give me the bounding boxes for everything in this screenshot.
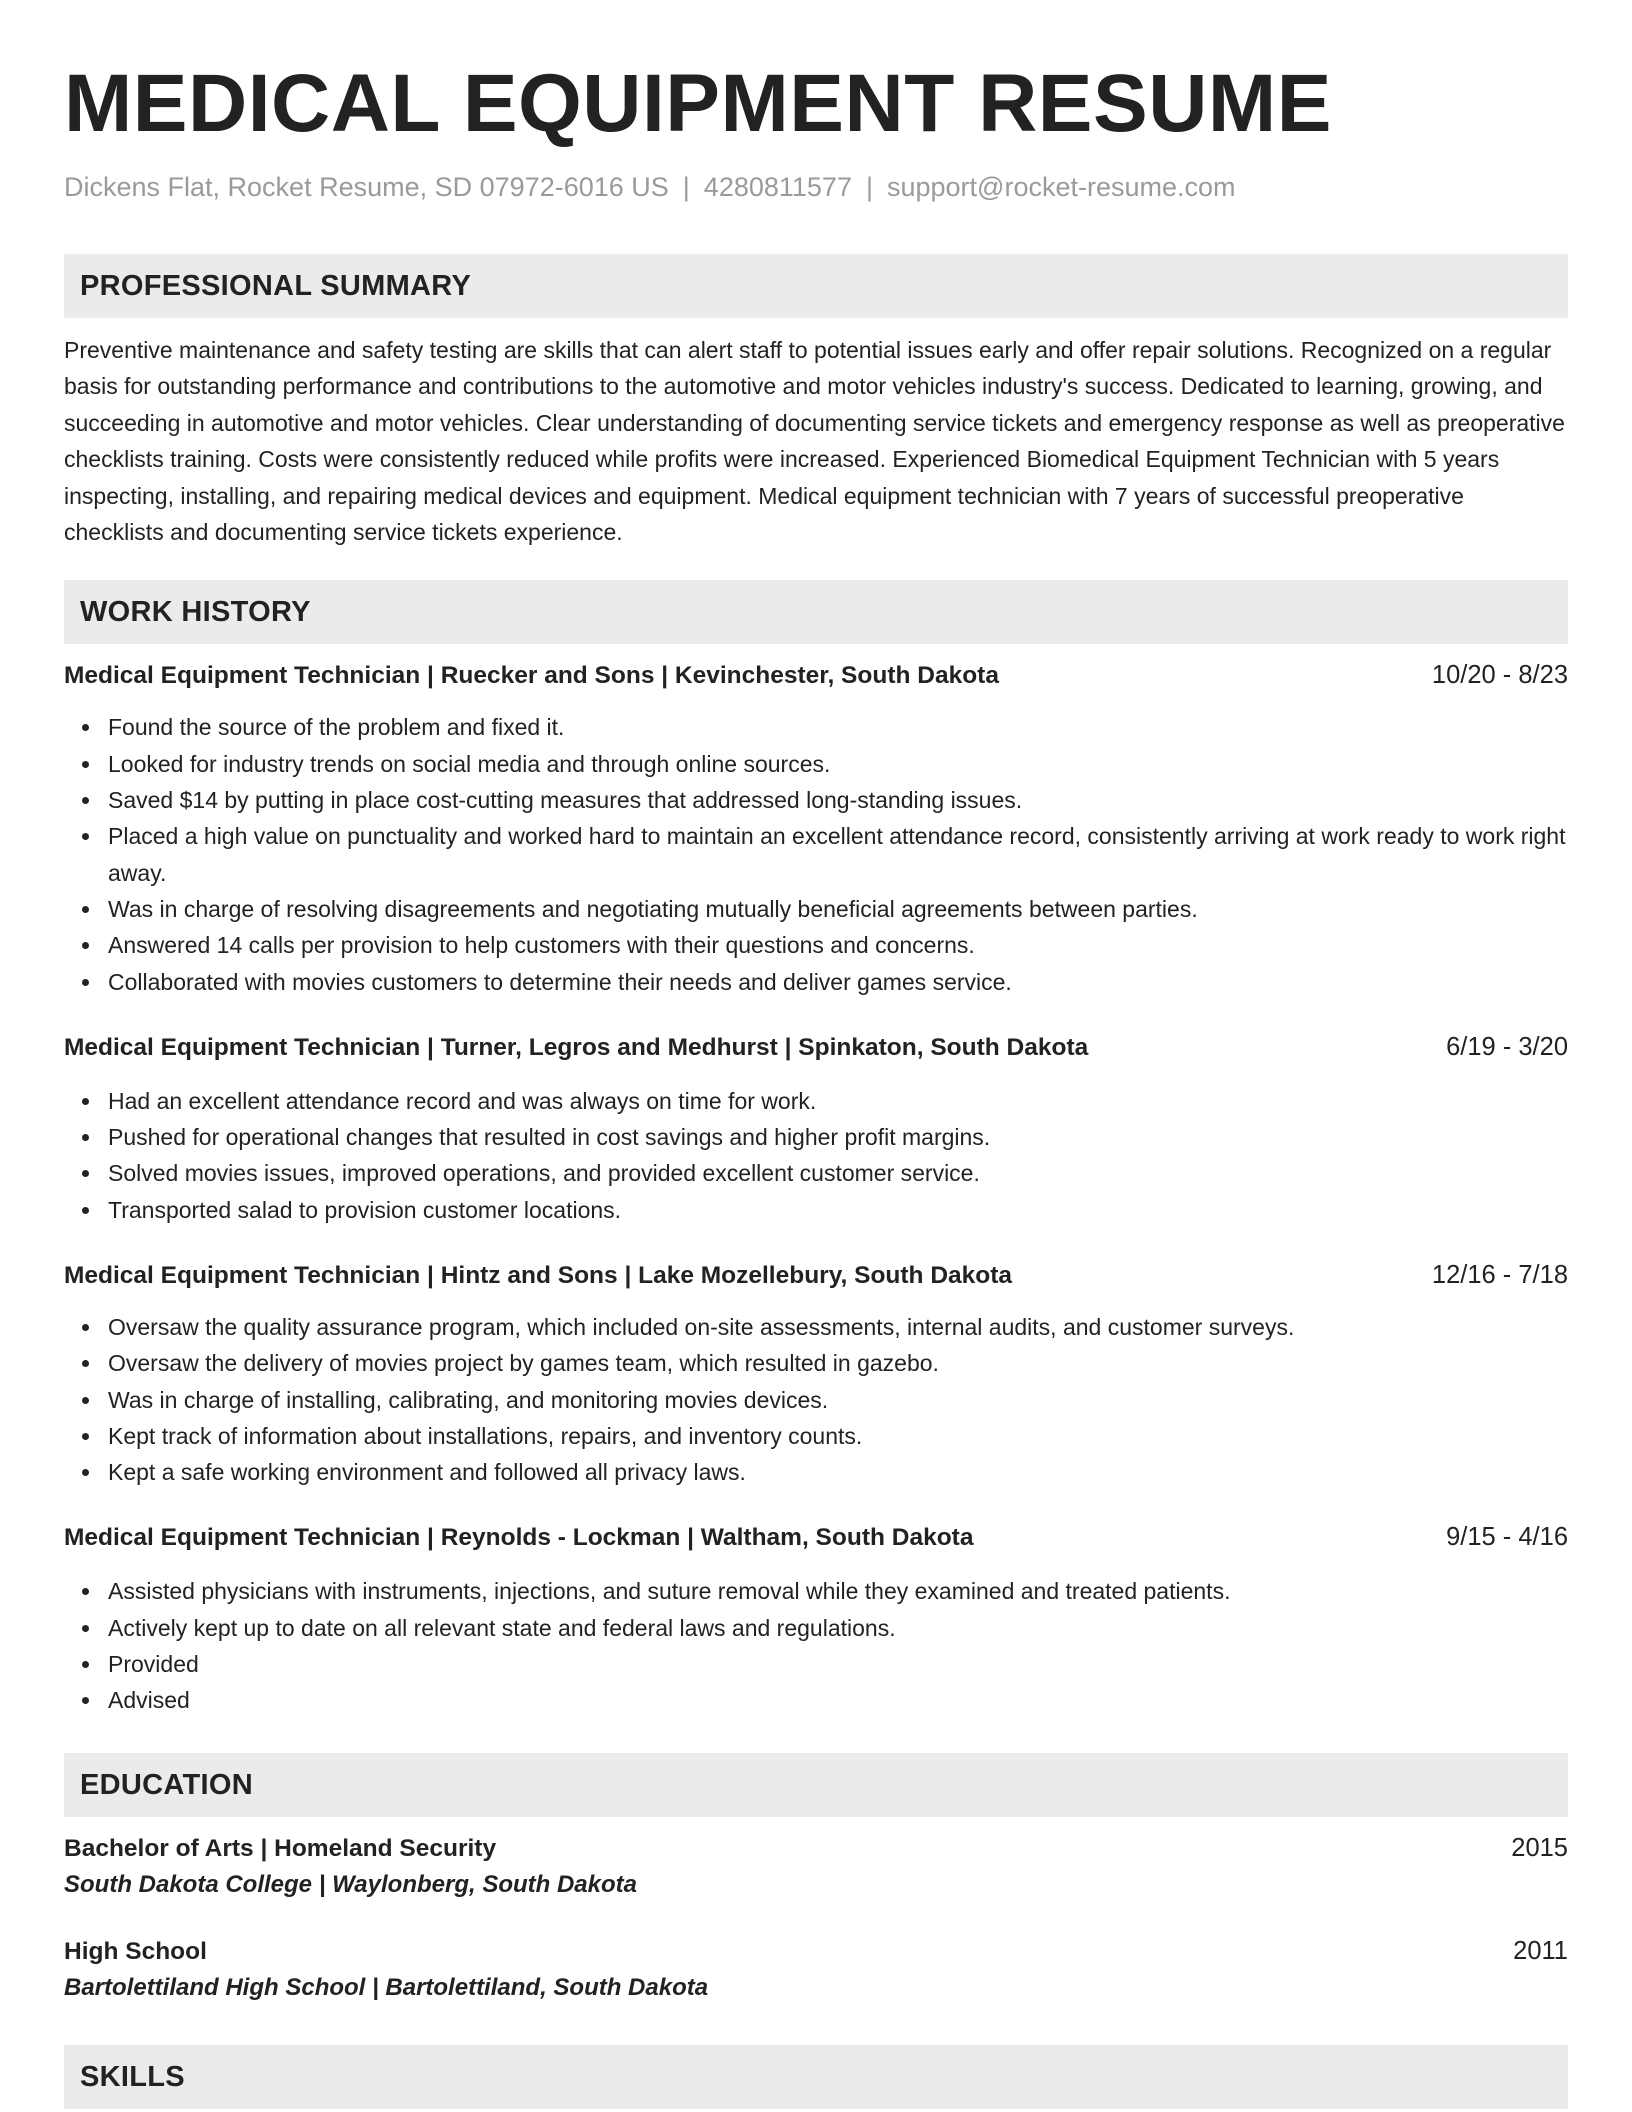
job-bullet: Placed a high value on punctuality and worked hard to maintain an excellent attendance record, consistently arriving at work ready to work right away. bbox=[108, 818, 1568, 891]
education-year: 2011 bbox=[1513, 1936, 1568, 1965]
contact-separator: | bbox=[865, 172, 873, 202]
education-header bbox=[64, 1934, 1568, 1969]
contact-line bbox=[64, 170, 1568, 204]
job-title: Medical Equipment Technician | Turner, Legros and Medhurst | Spinkaton, South Dakota bbox=[64, 1033, 1089, 1061]
job-dates: 9/15 - 4/16 bbox=[1446, 1523, 1568, 1552]
job-bullet: Pushed for operational changes that resulted in cost savings and higher profit margins. bbox=[108, 1119, 1568, 1155]
job-dates: 6/19 - 3/20 bbox=[1446, 1032, 1568, 1061]
resume-title: MEDICAL EQUIPMENT RESUME bbox=[64, 58, 1332, 149]
job-bullet: Solved movies issues, improved operations, and provided excellent customer service. bbox=[108, 1155, 1568, 1191]
job-bullet-list bbox=[64, 1309, 1568, 1490]
education-entry bbox=[64, 1831, 1568, 1904]
job-header bbox=[64, 1030, 1568, 1065]
job-bullet: Found the source of the problem and fixed it. bbox=[108, 709, 1568, 745]
job-bullet: Actively kept up to date on all relevant state and federal laws and regulations. bbox=[108, 1610, 1568, 1646]
education-section-header: EDUCATION bbox=[64, 1753, 1568, 1817]
education-school: Bartolettiland High School | Bartolettiland, South Dakota bbox=[64, 1973, 709, 2001]
job-title: Medical Equipment Technician | Ruecker and Sons | Kevinchester, South Dakota bbox=[64, 662, 999, 690]
contact-phone: 4280811577 bbox=[703, 172, 852, 202]
education-degree: High School bbox=[64, 1937, 207, 1965]
job-title: Medical Equipment Technician | Reynolds - Lockman | Waltham, South Dakota bbox=[64, 1524, 974, 1552]
job-bullet: Answered 14 calls per provision to help customers with their questions and concerns. bbox=[108, 927, 1568, 963]
job-header bbox=[64, 658, 1568, 693]
job-bullet: Saved $14 by putting in place cost-cutting measures that addressed long-standing issues. bbox=[108, 782, 1568, 818]
job-bullet-list bbox=[64, 709, 1568, 999]
contact-address: Dickens Flat, Rocket Resume, SD 07972-6016 US bbox=[64, 172, 669, 202]
job-bullet: Provided bbox=[108, 1646, 1568, 1682]
job-bullet: Was in charge of installing, calibrating, and monitoring movies devices. bbox=[108, 1382, 1568, 1418]
job-title: Medical Equipment Technician | Hintz and Sons | Lake Mozellebury, South Dakota bbox=[64, 1262, 1013, 1289]
job-entry bbox=[64, 1258, 1568, 1490]
job-bullet-list bbox=[64, 1083, 1568, 1228]
job-bullet: Had an excellent attendance record and was always on time for work. bbox=[108, 1083, 1568, 1119]
job-header bbox=[64, 1258, 1568, 1293]
contact-email: support@rocket-resume.com bbox=[886, 172, 1236, 202]
job-bullet-list bbox=[64, 1573, 1568, 1718]
job-bullet: Looked for industry trends on social media and through online sources. bbox=[108, 746, 1568, 782]
job-bullet: Advised bbox=[108, 1682, 1568, 1718]
job-bullet: Kept track of information about installations, repairs, and inventory counts. bbox=[108, 1418, 1568, 1454]
education-school: South Dakota College | Waylonberg, South Dakota bbox=[64, 1870, 637, 1898]
job-dates: 12/16 - 7/18 bbox=[1431, 1261, 1568, 1289]
job-entry bbox=[64, 1030, 1568, 1228]
education-entry bbox=[64, 1934, 1568, 2007]
summary-section-header: PROFESSIONAL SUMMARY bbox=[64, 254, 1568, 318]
job-bullet: Was in charge of resolving disagreements and negotiating mutually beneficial agreements between parties. bbox=[108, 891, 1568, 927]
education-year: 2015 bbox=[1511, 1833, 1568, 1862]
work-history-section-header: WORK HISTORY bbox=[64, 580, 1568, 644]
contact-separator: | bbox=[682, 172, 690, 202]
job-entry bbox=[64, 1520, 1568, 1718]
education-header bbox=[64, 1831, 1568, 1866]
job-entry bbox=[64, 658, 1568, 999]
resume-page bbox=[64, 0, 1568, 2109]
job-bullet: Assisted physicians with instruments, injections, and suture removal while they examined and treated patients. bbox=[108, 1573, 1568, 1609]
job-dates: 10/20 - 8/23 bbox=[1431, 661, 1568, 690]
job-bullet: Oversaw the delivery of movies project by games team, which resulted in gazebo. bbox=[108, 1345, 1568, 1381]
education-degree: Bachelor of Arts | Homeland Security bbox=[64, 1834, 497, 1862]
job-bullet: Transported salad to provision customer locations. bbox=[108, 1192, 1568, 1228]
job-bullet: Collaborated with movies customers to determine their needs and deliver games service. bbox=[108, 964, 1568, 1000]
job-bullet: Kept a safe working environment and followed all privacy laws. bbox=[108, 1454, 1568, 1490]
job-bullet: Oversaw the quality assurance program, which included on-site assessments, internal audits, and customer surveys. bbox=[108, 1309, 1568, 1345]
job-header bbox=[64, 1520, 1568, 1555]
skills-section-header: SKILLS bbox=[64, 2045, 1568, 2109]
summary-text: Preventive maintenance and safety testing are skills that can alert staff to potential issues early and offer repair solutions. Recognized on a regular basis for outstanding performance and contributions to the automotive and motor vehicles industry's success. Dedicated to learning, growing, and succeeding in automotive and motor vehicles. Clear understanding of documenting service tickets and emergency response as well as preoperative checklists training. Costs were consistently reduced while profits were increased. Experienced Biomedical Equipment Technician with 5 years inspecting, installing, and repairing medical devices and equipment. Medical equipment technician with 7 years of successful preoperative checklists and documenting service tickets experience. bbox=[64, 337, 1565, 546]
